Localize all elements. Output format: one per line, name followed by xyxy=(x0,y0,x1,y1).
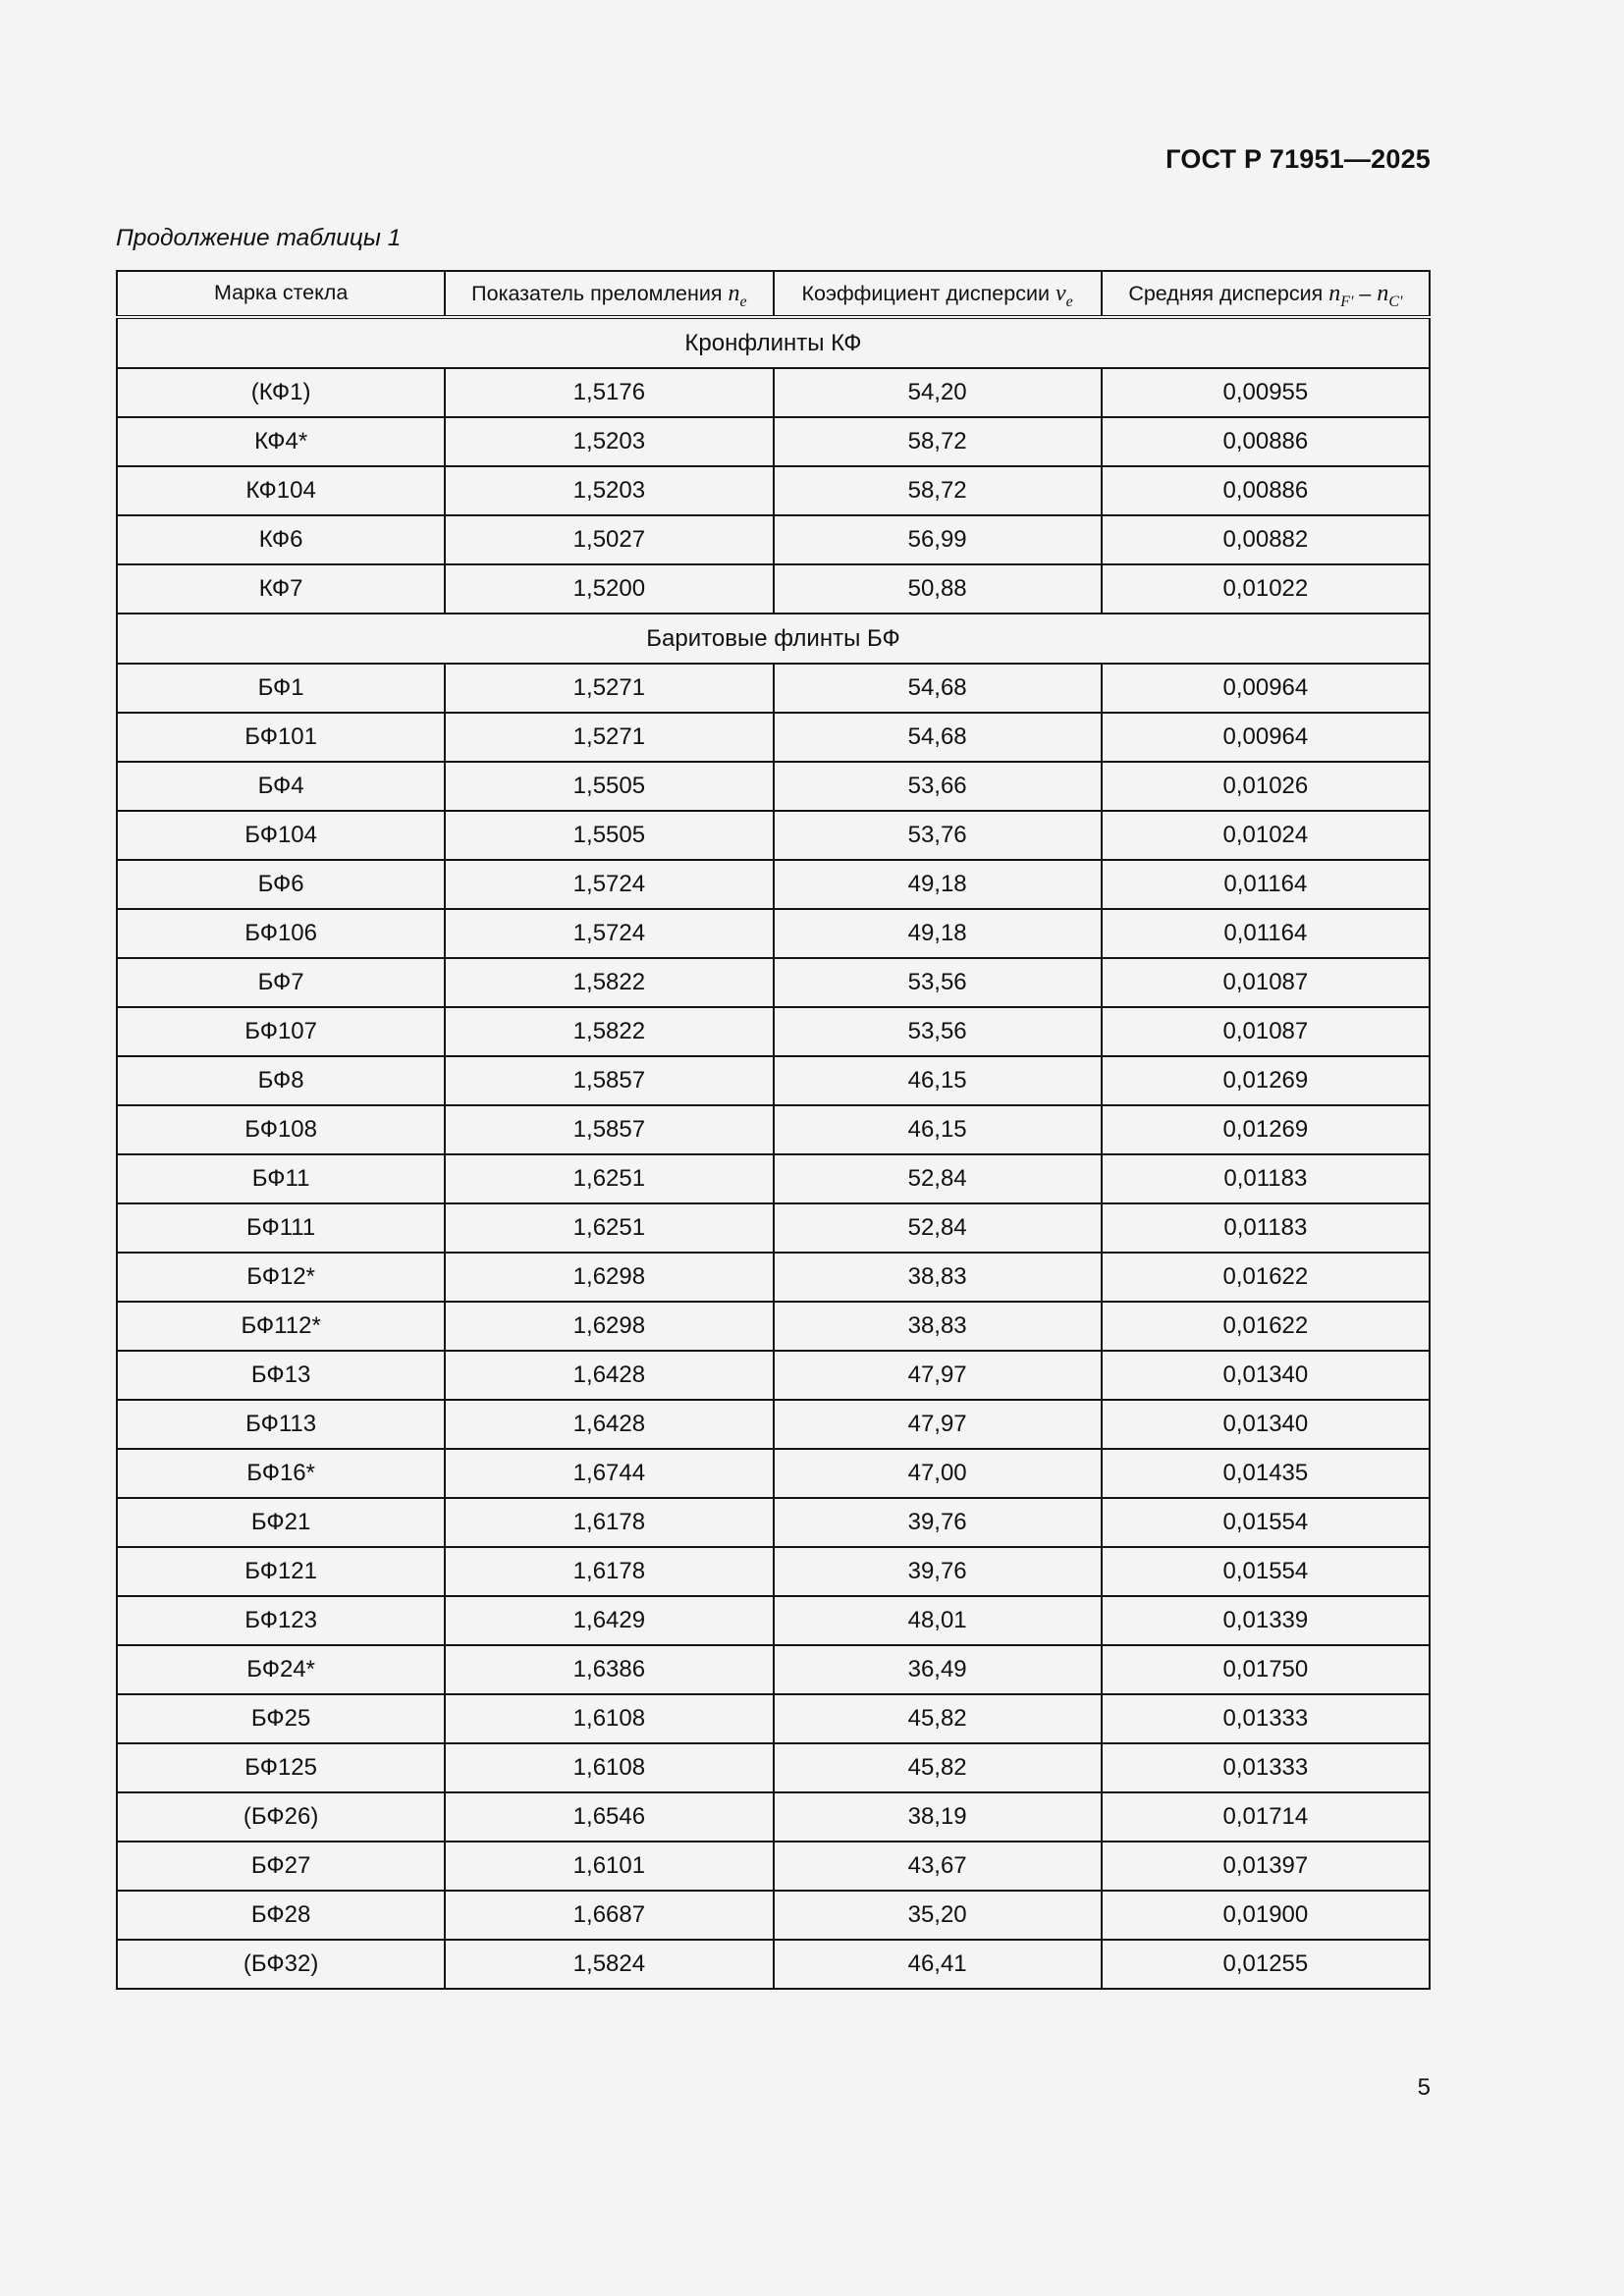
cell-mean-dispersion: 0,00882 xyxy=(1102,515,1430,564)
table-row xyxy=(117,1302,1430,1351)
math-variable: n xyxy=(1328,281,1341,306)
cell-refractive-index: 1,5857 xyxy=(445,1105,773,1154)
cell-mean-dispersion: 0,01435 xyxy=(1102,1449,1430,1498)
glass-properties-table xyxy=(116,270,1431,1990)
cell-dispersion-coefficient: 52,84 xyxy=(774,1203,1102,1253)
cell-glass-grade: БФ28 xyxy=(117,1891,445,1940)
cell-dispersion-coefficient: 39,76 xyxy=(774,1498,1102,1547)
math-variable: n xyxy=(728,281,740,306)
col-header-glass-grade xyxy=(117,271,445,317)
cell-dispersion-coefficient: 35,20 xyxy=(774,1891,1102,1940)
cell-glass-grade: БФ16* xyxy=(117,1449,445,1498)
cell-mean-dispersion: 0,01339 xyxy=(1102,1596,1430,1645)
table-row xyxy=(117,1743,1430,1792)
cell-glass-grade: (БФ26) xyxy=(117,1792,445,1842)
cell-refractive-index: 1,5724 xyxy=(445,860,773,909)
cell-dispersion-coefficient: 56,99 xyxy=(774,515,1102,564)
document-code: ГОСТ Р 71951—2025 xyxy=(1165,144,1431,174)
table-row xyxy=(117,417,1430,466)
table-row xyxy=(117,1596,1430,1645)
cell-dispersion-coefficient: 39,76 xyxy=(774,1547,1102,1596)
table-continuation-label: Продолжение таблицы 1 xyxy=(116,225,402,251)
cell-dispersion-coefficient: 50,88 xyxy=(774,564,1102,614)
cell-mean-dispersion: 0,01340 xyxy=(1102,1400,1430,1449)
cell-refractive-index: 1,6251 xyxy=(445,1203,773,1253)
table-row xyxy=(117,860,1430,909)
cell-refractive-index: 1,6546 xyxy=(445,1792,773,1842)
table-row xyxy=(117,368,1430,417)
cell-refractive-index: 1,5822 xyxy=(445,958,773,1007)
table-row xyxy=(117,713,1430,762)
table-row xyxy=(117,811,1430,860)
table-row xyxy=(117,1400,1430,1449)
table-row xyxy=(117,958,1430,1007)
col-header-text: Средняя дисперсия xyxy=(1128,282,1329,305)
cell-glass-grade: БФ108 xyxy=(117,1105,445,1154)
cell-glass-grade: БФ27 xyxy=(117,1842,445,1891)
cell-dispersion-coefficient: 48,01 xyxy=(774,1596,1102,1645)
cell-refractive-index: 1,6251 xyxy=(445,1154,773,1203)
cell-dispersion-coefficient: 43,67 xyxy=(774,1842,1102,1891)
cell-mean-dispersion: 0,01397 xyxy=(1102,1842,1430,1891)
cell-refractive-index: 1,6386 xyxy=(445,1645,773,1694)
cell-glass-grade: БФ7 xyxy=(117,958,445,1007)
table-row xyxy=(117,1007,1430,1056)
cell-mean-dispersion: 0,01622 xyxy=(1102,1302,1430,1351)
table-header-row xyxy=(117,271,1430,317)
cell-refractive-index: 1,6108 xyxy=(445,1694,773,1743)
cell-mean-dispersion: 0,01164 xyxy=(1102,860,1430,909)
cell-dispersion-coefficient: 38,83 xyxy=(774,1253,1102,1302)
cell-mean-dispersion: 0,01554 xyxy=(1102,1547,1430,1596)
cell-dispersion-coefficient: 53,56 xyxy=(774,1007,1102,1056)
cell-dispersion-coefficient: 36,49 xyxy=(774,1645,1102,1694)
cell-mean-dispersion: 0,01026 xyxy=(1102,762,1430,811)
cell-mean-dispersion: 0,01269 xyxy=(1102,1105,1430,1154)
cell-glass-grade: БФ101 xyxy=(117,713,445,762)
cell-mean-dispersion: 0,00886 xyxy=(1102,466,1430,515)
table-row xyxy=(117,1694,1430,1743)
table-row xyxy=(117,1105,1430,1154)
page-number: 5 xyxy=(1417,2074,1431,2101)
table-row xyxy=(117,564,1430,614)
cell-mean-dispersion: 0,01024 xyxy=(1102,811,1430,860)
table-row xyxy=(117,1154,1430,1203)
cell-dispersion-coefficient: 45,82 xyxy=(774,1743,1102,1792)
math-subscript: F' xyxy=(1340,294,1354,310)
cell-glass-grade: (БФ32) xyxy=(117,1940,445,1989)
cell-glass-grade: БФ25 xyxy=(117,1694,445,1743)
table-row xyxy=(117,515,1430,564)
cell-mean-dispersion: 0,01255 xyxy=(1102,1940,1430,1989)
cell-glass-grade: БФ113 xyxy=(117,1400,445,1449)
cell-glass-grade: БФ24* xyxy=(117,1645,445,1694)
cell-glass-grade: БФ13 xyxy=(117,1351,445,1400)
cell-glass-grade: БФ112* xyxy=(117,1302,445,1351)
cell-refractive-index: 1,5200 xyxy=(445,564,773,614)
table-row xyxy=(117,1253,1430,1302)
cell-glass-grade: БФ6 xyxy=(117,860,445,909)
table-row xyxy=(117,664,1430,713)
cell-glass-grade: БФ21 xyxy=(117,1498,445,1547)
cell-refractive-index: 1,5203 xyxy=(445,466,773,515)
cell-refractive-index: 1,6298 xyxy=(445,1253,773,1302)
cell-glass-grade: КФ104 xyxy=(117,466,445,515)
cell-dispersion-coefficient: 53,66 xyxy=(774,762,1102,811)
cell-mean-dispersion: 0,01087 xyxy=(1102,958,1430,1007)
table-row xyxy=(117,909,1430,958)
table-row xyxy=(117,1498,1430,1547)
cell-refractive-index: 1,6428 xyxy=(445,1400,773,1449)
table-row xyxy=(117,1056,1430,1105)
math-variable: v xyxy=(1055,281,1066,306)
col-header-refractive-index xyxy=(445,271,773,317)
table-row xyxy=(117,762,1430,811)
cell-refractive-index: 1,6298 xyxy=(445,1302,773,1351)
table-group-row xyxy=(117,614,1430,664)
cell-glass-grade: БФ121 xyxy=(117,1547,445,1596)
cell-dispersion-coefficient: 38,19 xyxy=(774,1792,1102,1842)
cell-dispersion-coefficient: 54,68 xyxy=(774,664,1102,713)
table-group-row xyxy=(117,317,1430,368)
cell-dispersion-coefficient: 53,56 xyxy=(774,958,1102,1007)
table-row xyxy=(117,1351,1430,1400)
col-header-mean-dispersion xyxy=(1102,271,1430,317)
cell-dispersion-coefficient: 49,18 xyxy=(774,860,1102,909)
cell-dispersion-coefficient: 58,72 xyxy=(774,417,1102,466)
table-row xyxy=(117,1449,1430,1498)
col-header-text: Марка стекла xyxy=(213,281,349,305)
cell-refractive-index: 1,6744 xyxy=(445,1449,773,1498)
cell-glass-grade: БФ104 xyxy=(117,811,445,860)
cell-glass-grade: БФ8 xyxy=(117,1056,445,1105)
cell-dispersion-coefficient: 49,18 xyxy=(774,909,1102,958)
cell-refractive-index: 1,5027 xyxy=(445,515,773,564)
table-row xyxy=(117,1645,1430,1694)
col-header-dispersion-coefficient xyxy=(774,271,1102,317)
table-row xyxy=(117,1792,1430,1842)
table-row xyxy=(117,1940,1430,1989)
cell-glass-grade: БФ111 xyxy=(117,1203,445,1253)
cell-mean-dispersion: 0,01183 xyxy=(1102,1203,1430,1253)
cell-mean-dispersion: 0,01333 xyxy=(1102,1743,1430,1792)
cell-refractive-index: 1,6178 xyxy=(445,1498,773,1547)
cell-mean-dispersion: 0,01183 xyxy=(1102,1154,1430,1203)
cell-mean-dispersion: 0,00955 xyxy=(1102,368,1430,417)
cell-mean-dispersion: 0,01714 xyxy=(1102,1792,1430,1842)
cell-dispersion-coefficient: 45,82 xyxy=(774,1694,1102,1743)
cell-glass-grade: БФ107 xyxy=(117,1007,445,1056)
cell-mean-dispersion: 0,00964 xyxy=(1102,664,1430,713)
cell-dispersion-coefficient: 47,00 xyxy=(774,1449,1102,1498)
cell-dispersion-coefficient: 38,83 xyxy=(774,1302,1102,1351)
cell-mean-dispersion: 0,01900 xyxy=(1102,1891,1430,1940)
cell-dispersion-coefficient: 46,41 xyxy=(774,1940,1102,1989)
cell-dispersion-coefficient: 46,15 xyxy=(774,1056,1102,1105)
cell-refractive-index: 1,5822 xyxy=(445,1007,773,1056)
cell-dispersion-coefficient: 53,76 xyxy=(774,811,1102,860)
cell-dispersion-coefficient: 47,97 xyxy=(774,1351,1102,1400)
cell-glass-grade: КФ6 xyxy=(117,515,445,564)
cell-refractive-index: 1,6108 xyxy=(445,1743,773,1792)
cell-mean-dispersion: 0,01333 xyxy=(1102,1694,1430,1743)
cell-dispersion-coefficient: 54,68 xyxy=(774,713,1102,762)
cell-refractive-index: 1,5176 xyxy=(445,368,773,417)
table-row xyxy=(117,1842,1430,1891)
cell-glass-grade: БФ123 xyxy=(117,1596,445,1645)
cell-mean-dispersion: 0,01269 xyxy=(1102,1056,1430,1105)
cell-dispersion-coefficient: 58,72 xyxy=(774,466,1102,515)
math-subscript: e xyxy=(739,294,747,310)
cell-refractive-index: 1,6101 xyxy=(445,1842,773,1891)
col-header-text: Показатель преломления xyxy=(471,282,729,305)
table-row xyxy=(117,1203,1430,1253)
cell-mean-dispersion: 0,01750 xyxy=(1102,1645,1430,1694)
table-row xyxy=(117,1547,1430,1596)
cell-glass-grade: БФ106 xyxy=(117,909,445,958)
cell-glass-grade: БФ125 xyxy=(117,1743,445,1792)
cell-mean-dispersion: 0,01554 xyxy=(1102,1498,1430,1547)
math-subscript: e xyxy=(1065,294,1073,310)
cell-mean-dispersion: 0,01022 xyxy=(1102,564,1430,614)
cell-glass-grade: (КФ1) xyxy=(117,368,445,417)
table-row xyxy=(117,1891,1430,1940)
cell-mean-dispersion: 0,00964 xyxy=(1102,713,1430,762)
group-title: Кронфлинты КФ xyxy=(117,317,1430,368)
cell-mean-dispersion: 0,00886 xyxy=(1102,417,1430,466)
cell-refractive-index: 1,6429 xyxy=(445,1596,773,1645)
table-row xyxy=(117,466,1430,515)
cell-mean-dispersion: 0,01087 xyxy=(1102,1007,1430,1056)
cell-glass-grade: БФ11 xyxy=(117,1154,445,1203)
cell-refractive-index: 1,6428 xyxy=(445,1351,773,1400)
cell-refractive-index: 1,5203 xyxy=(445,417,773,466)
cell-glass-grade: КФ4* xyxy=(117,417,445,466)
cell-dispersion-coefficient: 52,84 xyxy=(774,1154,1102,1203)
cell-refractive-index: 1,5271 xyxy=(445,664,773,713)
cell-dispersion-coefficient: 47,97 xyxy=(774,1400,1102,1449)
cell-refractive-index: 1,5271 xyxy=(445,713,773,762)
cell-glass-grade: БФ4 xyxy=(117,762,445,811)
cell-mean-dispersion: 0,01164 xyxy=(1102,909,1430,958)
cell-refractive-index: 1,5824 xyxy=(445,1940,773,1989)
cell-refractive-index: 1,5505 xyxy=(445,811,773,860)
math-subscript: C' xyxy=(1388,294,1403,310)
cell-refractive-index: 1,6178 xyxy=(445,1547,773,1596)
math-operator: – xyxy=(1353,282,1378,305)
cell-mean-dispersion: 0,01340 xyxy=(1102,1351,1430,1400)
cell-refractive-index: 1,6687 xyxy=(445,1891,773,1940)
group-title: Баритовые флинты БФ xyxy=(117,614,1430,664)
cell-glass-grade: КФ7 xyxy=(117,564,445,614)
cell-refractive-index: 1,5857 xyxy=(445,1056,773,1105)
cell-refractive-index: 1,5724 xyxy=(445,909,773,958)
math-variable: n xyxy=(1377,281,1389,306)
cell-glass-grade: БФ1 xyxy=(117,664,445,713)
cell-mean-dispersion: 0,01622 xyxy=(1102,1253,1430,1302)
cell-glass-grade: БФ12* xyxy=(117,1253,445,1302)
cell-refractive-index: 1,5505 xyxy=(445,762,773,811)
cell-dispersion-coefficient: 54,20 xyxy=(774,368,1102,417)
col-header-text: Коэффициент дисперсии xyxy=(801,282,1056,305)
cell-dispersion-coefficient: 46,15 xyxy=(774,1105,1102,1154)
